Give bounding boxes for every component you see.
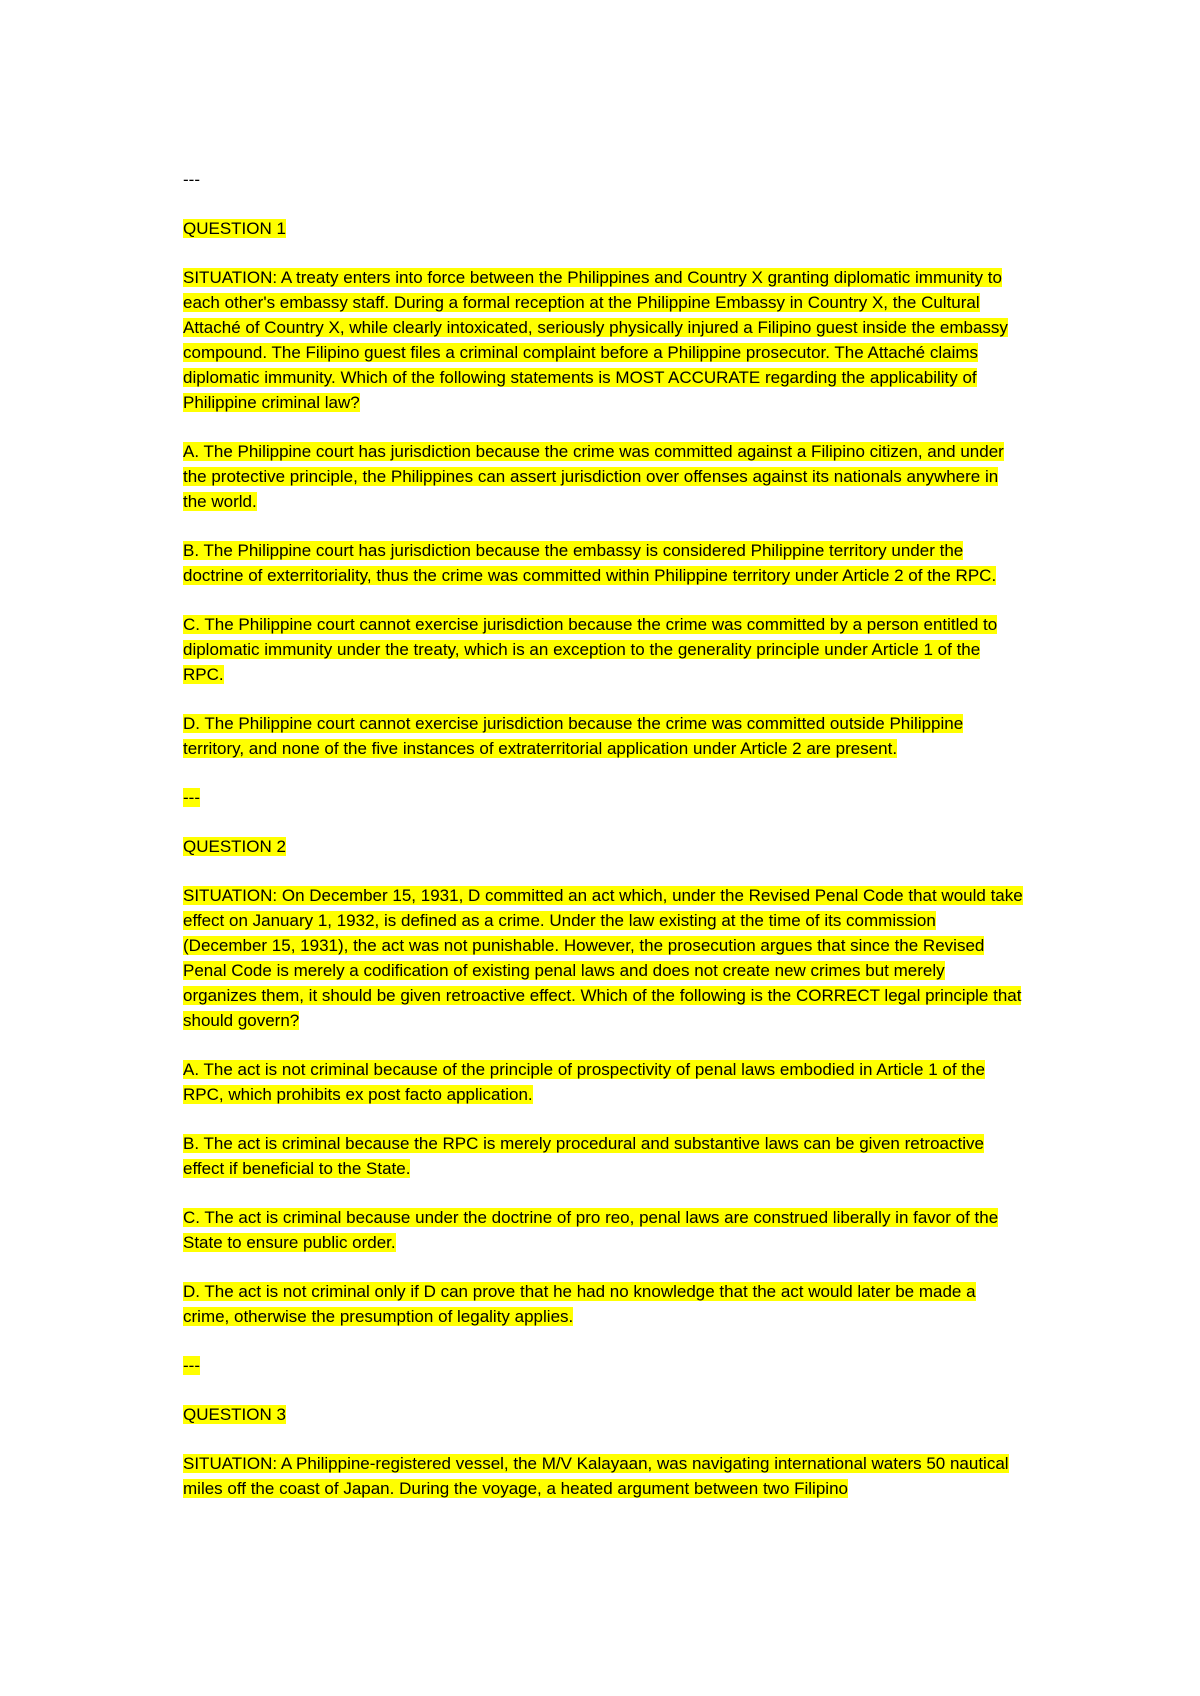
answer-option-a: A. The Philippine court has jurisdiction because the crime was committed against a Filipino citizen, and under the protective principle, the Philippines can assert jurisdiction over offenses against its nationals anywhere in the world. [183, 442, 1004, 511]
answer-option-b: B. The Philippine court has jurisdiction because the embassy is considered Philippine territory under the doctrine of exterritoriality, thus the crime was committed within Philippine territory under Article 2 of the RPC. [183, 541, 997, 585]
document-body [183, 167, 1023, 1525]
answer-option-a: A. The act is not criminal because of the principle of prospectivity of penal laws embodied in Article 1 of the RPC, which prohibits ex post facto application. [183, 1060, 985, 1104]
top-separator: --- [183, 170, 200, 189]
question-heading: QUESTION 1 [183, 219, 286, 238]
question-1 [183, 216, 1023, 810]
question-separator: --- [183, 788, 200, 807]
answer-option-d: D. The Philippine court cannot exercise jurisdiction because the crime was committed outside Philippine territory, and none of the five instances of extraterritorial application under Article 2 are present. [183, 714, 964, 758]
question-situation: SITUATION: On December 15, 1931, D committed an act which, under the Revised Penal Code that would take effect on January 1, 1932, is defined as a crime. Under the law existing at the time of its commission (December 15, 1931), the act was not punishable. However, the prosecution argues that since the Revised Penal Code is merely a codification of existing penal laws and does not create new crimes but merely organizes them, it should be given retroactive effect. Which of the following is the CORRECT legal principle that should govern? [183, 886, 1023, 1030]
question-separator: --- [183, 1356, 200, 1375]
answer-option-d: D. The act is not criminal only if D can prove that he had no knowledge that the act would later be made a crime, otherwise the presumption of legality applies. [183, 1282, 976, 1326]
question-situation: SITUATION: A Philippine-registered vessel, the M/V Kalayaan, was navigating international waters 50 nautical miles off the coast of Japan. During the voyage, a heated argument between two Filipino [183, 1454, 1009, 1498]
question-heading: QUESTION 3 [183, 1405, 286, 1424]
answer-option-b: B. The act is criminal because the RPC is merely procedural and substantive laws can be given retroactive effect if beneficial to the State. [183, 1134, 984, 1178]
question-situation: SITUATION: A treaty enters into force between the Philippines and Country X granting diplomatic immunity to each other's embassy staff. During a formal reception at the Philippine Embassy in Country X, the Cultural Attaché of Country X, while clearly intoxicated, seriously physically injured a Filipino guest inside the embassy compound. The Filipino guest files a criminal complaint before a Philippine prosecutor. The Attaché claims diplomatic immunity. Which of the following statements is MOST ACCURATE regarding the applicability of Philippine criminal law? [183, 268, 1008, 412]
question-heading: QUESTION 2 [183, 837, 286, 856]
answer-option-c: C. The Philippine court cannot exercise jurisdiction because the crime was committed by a person entitled to diplomatic immunity under the treaty, which is an exception to the generality principle under Article 1 of the RPC. [183, 615, 998, 684]
question-2 [183, 834, 1023, 1378]
question-3 [183, 1402, 1023, 1501]
answer-option-c: C. The act is criminal because under the doctrine of pro reo, penal laws are construed liberally in favor of the State to ensure public order. [183, 1208, 999, 1252]
